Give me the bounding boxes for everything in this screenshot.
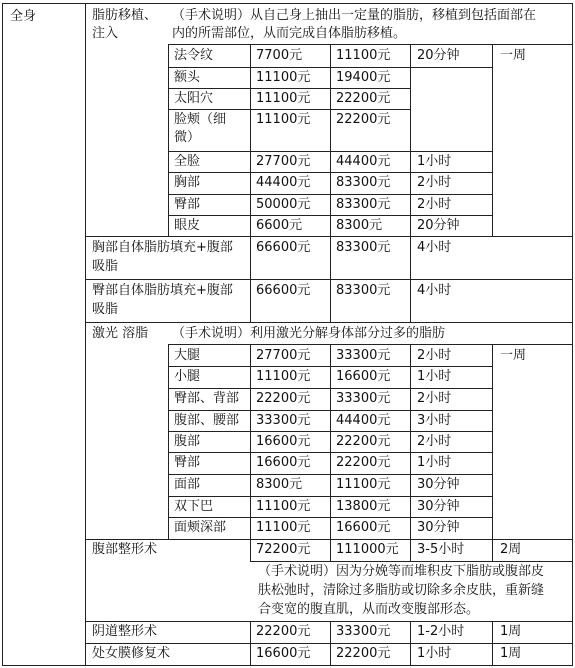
price-a-cell: 11100元 <box>256 369 311 384</box>
laser-note: （手术说明）利用激光分解身体部分过多的脂肪 <box>172 326 446 341</box>
time-cell: 30分钟 <box>417 520 460 535</box>
site-cell: 全脸 <box>174 154 201 169</box>
fat-transfer-label: 注入 <box>92 26 119 41</box>
price-a-cell: 22200元 <box>256 624 311 639</box>
price-b-cell: 83300元 <box>336 240 391 255</box>
body-region-label: 全身 <box>10 9 37 24</box>
recovery-cell: 1周 <box>500 646 522 661</box>
row-divider <box>85 643 572 644</box>
row-divider <box>85 539 572 540</box>
table-border-top <box>2 3 573 4</box>
price-a-cell: 44400元 <box>256 175 311 190</box>
row-divider <box>85 322 572 323</box>
price-b-cell: 22200元 <box>336 646 391 661</box>
time-cell: 2小时 <box>417 434 452 449</box>
time-cell: 1小时 <box>417 646 452 661</box>
col-divider <box>492 344 493 561</box>
price-b-cell: 44400元 <box>336 154 391 169</box>
abdominoplasty-note: 肤松弛时，清除过多脂肪或切除多余皮肤，重新缝 <box>258 583 545 598</box>
price-b-cell: 11100元 <box>336 48 391 63</box>
site-cell: 小腿 <box>174 369 201 384</box>
price-b-cell: 83300元 <box>336 197 391 212</box>
price-a-cell: 72200元 <box>256 542 311 557</box>
time-cell: 30分钟 <box>417 499 460 514</box>
site-cell: 脸颊（细 <box>174 112 227 127</box>
row-divider <box>168 44 572 45</box>
site-cell: 面部 <box>174 477 201 492</box>
row-divider <box>250 561 572 562</box>
row-divider <box>168 151 492 152</box>
site-cell: 额头 <box>174 70 201 85</box>
price-a-cell: 11100元 <box>256 520 311 535</box>
laser-recovery: 一周 <box>500 348 527 363</box>
price-a-cell: 8300元 <box>256 477 303 492</box>
time-cell: 1小时 <box>417 455 452 470</box>
price-a-cell: 27700元 <box>256 154 311 169</box>
combo-label: 吸脂 <box>92 259 119 274</box>
price-b-cell: 44400元 <box>336 413 391 428</box>
row-divider <box>168 517 492 518</box>
row-divider <box>168 496 492 497</box>
time-cell: 20分钟 <box>417 48 460 63</box>
price-b-cell: 16600元 <box>336 369 391 384</box>
price-b-cell: 83300元 <box>336 283 391 298</box>
laser-lipolysis-label: 激光 溶脂 <box>92 326 149 341</box>
price-b-cell: 111000元 <box>336 542 399 557</box>
row-divider <box>168 410 492 411</box>
table-border-right <box>572 3 573 666</box>
row-divider <box>85 279 572 280</box>
time-cell: 2小时 <box>417 348 452 363</box>
price-b-cell: 16600元 <box>336 520 391 535</box>
row-divider <box>168 344 572 345</box>
site-cell: 法令纹 <box>174 48 214 63</box>
price-b-cell: 11100元 <box>336 477 391 492</box>
site-cell: 腹部、腰部 <box>174 413 240 428</box>
row-divider <box>168 452 492 453</box>
combo-label: 吸脂 <box>92 302 119 317</box>
col-divider <box>168 44 169 236</box>
combo-label: 胸部自体脂肪填充+腹部 <box>92 240 233 255</box>
time-cell: 1-2小时 <box>417 624 465 639</box>
time-cell: 2小时 <box>417 175 452 190</box>
abdominoplasty-note: （手术说明）因为分娩等而堆积皮下脂肪或腹部皮 <box>258 564 545 579</box>
price-b-cell: 8300元 <box>336 218 383 233</box>
col-divider <box>330 44 331 236</box>
row-divider <box>168 172 492 173</box>
price-a-cell: 11100元 <box>256 91 311 106</box>
price-b-cell: 33300元 <box>336 391 391 406</box>
row-divider <box>168 109 410 110</box>
site-cell: 太阳穴 <box>174 91 214 106</box>
row-divider <box>168 388 492 389</box>
time-cell: 2小时 <box>417 391 452 406</box>
price-b-cell: 13800元 <box>336 499 391 514</box>
site-cell: 大腿 <box>174 348 201 363</box>
price-a-cell: 66600元 <box>256 240 311 255</box>
col-divider <box>492 44 493 236</box>
col-divider <box>250 44 251 236</box>
abdominoplasty-note: 合变宽的腹直肌，从而改变腹部形态。 <box>258 602 480 617</box>
row-divider <box>85 621 572 622</box>
price-b-cell: 33300元 <box>336 624 391 639</box>
time-cell: 2小时 <box>417 197 452 212</box>
row-divider <box>85 236 572 237</box>
site-cell: 臀部 <box>174 197 201 212</box>
time-cell: 4小时 <box>417 240 452 255</box>
price-b-cell: 22200元 <box>336 434 391 449</box>
time-cell: 4小时 <box>417 283 452 298</box>
row-divider <box>168 194 492 195</box>
price-a-cell: 11100元 <box>256 499 311 514</box>
recovery-cell: 2周 <box>500 542 522 557</box>
price-a-cell: 33300元 <box>256 413 311 428</box>
fat-transfer-note: （手术说明）从自己身上抽出一定量的脂肪，移植到包括面部在 <box>172 8 537 23</box>
price-a-cell: 11100元 <box>256 70 311 85</box>
time-cell: 1小时 <box>417 369 452 384</box>
price-b-cell: 22200元 <box>336 91 391 106</box>
site-cell: 微） <box>174 130 201 145</box>
price-a-cell: 27700元 <box>256 348 311 363</box>
site-cell: 面颊深部 <box>174 520 227 535</box>
row-divider <box>168 67 492 68</box>
fat-transfer-recovery: 一周 <box>500 48 527 63</box>
site-cell: 双下巴 <box>174 499 214 514</box>
abdominoplasty-label: 腹部整形术 <box>92 542 158 557</box>
site-cell: 臀部 <box>174 455 201 470</box>
time-cell: 3-5小时 <box>417 542 465 557</box>
row-divider <box>168 88 410 89</box>
fat-transfer-note: 内的所需部位，从而完成自体脂肪移植。 <box>172 26 407 41</box>
price-b-cell: 19400元 <box>336 70 391 85</box>
price-b-cell: 22200元 <box>336 112 391 127</box>
price-a-cell: 66600元 <box>256 283 311 298</box>
time-cell: 1小时 <box>417 154 452 169</box>
col-divider <box>85 3 86 666</box>
price-a-cell: 22200元 <box>256 391 311 406</box>
price-b-cell: 33300元 <box>336 348 391 363</box>
procedure-label: 处女膜修复术 <box>92 646 171 661</box>
site-cell: 胸部 <box>174 175 201 190</box>
row-divider <box>168 215 492 216</box>
price-a-cell: 16600元 <box>256 434 311 449</box>
site-cell: 眼皮 <box>174 218 201 233</box>
table-border-bottom <box>2 665 573 666</box>
table-border-left <box>2 3 3 666</box>
recovery-cell: 1周 <box>500 624 522 639</box>
procedure-label: 阴道整形术 <box>92 624 158 639</box>
combo-label: 臀部自体脂肪填充+腹部 <box>92 283 233 298</box>
price-b-cell: 22200元 <box>336 455 391 470</box>
site-cell: 臀部、背部 <box>174 391 240 406</box>
price-a-cell: 11100元 <box>256 112 311 127</box>
time-cell: 30分钟 <box>417 477 460 492</box>
price-a-cell: 7700元 <box>256 48 303 63</box>
row-divider <box>168 431 492 432</box>
site-cell: 腹部 <box>174 434 201 449</box>
price-a-cell: 16600元 <box>256 455 311 470</box>
price-a-cell: 50000元 <box>256 197 311 212</box>
row-divider <box>168 474 492 475</box>
time-cell: 3小时 <box>417 413 452 428</box>
price-a-cell: 6600元 <box>256 218 303 233</box>
col-divider <box>168 344 169 539</box>
time-cell: 20分钟 <box>417 218 460 233</box>
row-divider <box>168 366 492 367</box>
price-a-cell: 16600元 <box>256 646 311 661</box>
fat-transfer-label: 脂肪移植、 <box>92 8 158 23</box>
col-divider <box>410 44 411 236</box>
price-b-cell: 83300元 <box>336 175 391 190</box>
